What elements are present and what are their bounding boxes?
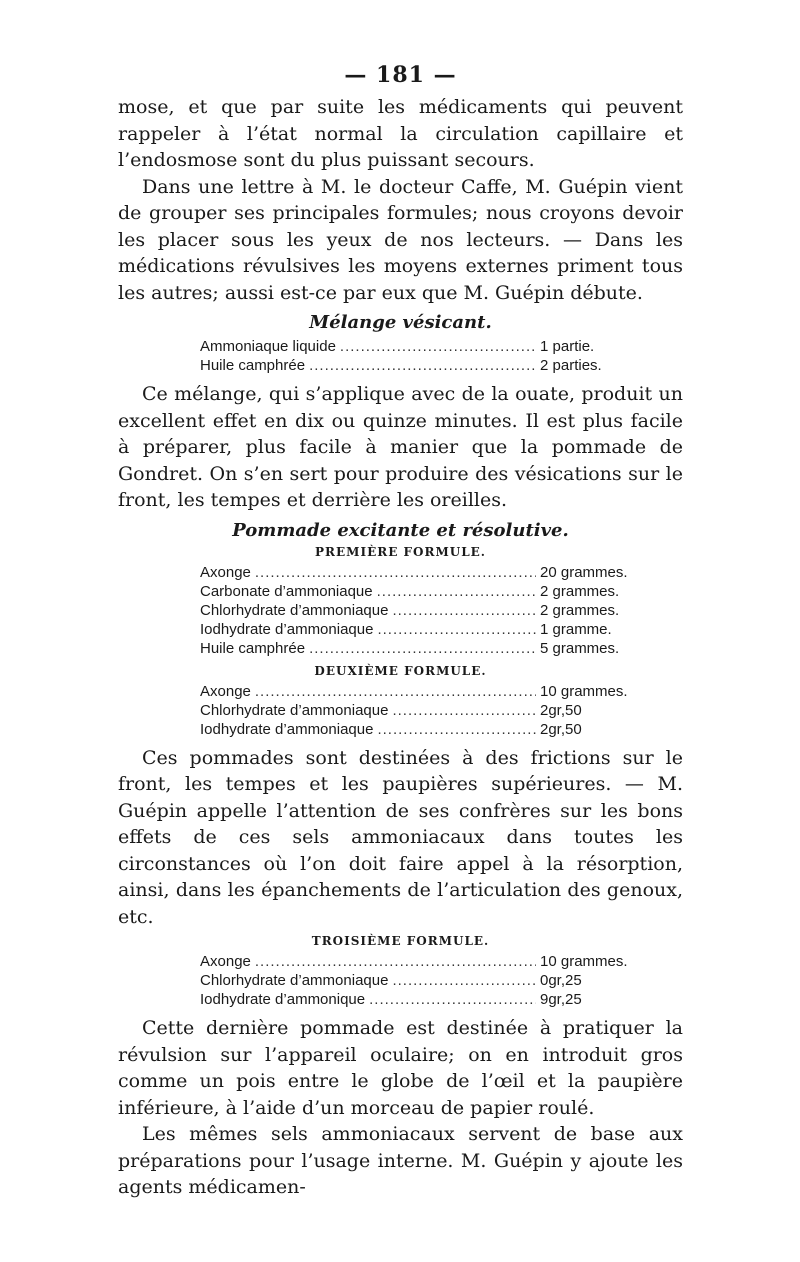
paragraph: mose, et que par suite les médicaments qui peuvent rappeler à l’état normal la circulation capillaire et l’endosmose sont du plus puissant secours. (118, 96, 683, 171)
page-number: — 181 — (344, 62, 457, 88)
ingredient-name: Chlorhydrate d’ammoniaque (200, 972, 389, 989)
formula-heading: DEUXIÈME FORMULE. (314, 663, 487, 678)
recipe-row (200, 971, 640, 990)
leader-dots (309, 639, 536, 658)
ingredient-name: Huile camphrée (200, 357, 306, 374)
ingredient-quantity: 10 grammes. (540, 953, 628, 970)
ingredient-quantity: 2 grammes. (540, 582, 620, 600)
ingredient-name: Axonge (200, 953, 251, 970)
ingredient-name: Chlorhydrate d’ammoniaque (200, 601, 389, 619)
ingredient-quantity: 5 grammes. (540, 639, 620, 657)
recipe-row (200, 990, 640, 1009)
recipe-list (200, 563, 640, 658)
leader-dots (392, 601, 536, 620)
ingredient-quantity: 1 partie. (540, 338, 595, 355)
recipe-list (200, 337, 640, 375)
leader-dots (340, 337, 536, 356)
section-heading: Mélange vésicant. (309, 312, 492, 333)
formula-heading: PREMIÈRE FORMULE. (315, 544, 486, 559)
ingredient-quantity: 1 gramme. (540, 620, 612, 638)
ingredient-name: Iodhydrate d’ammoniaque (200, 620, 374, 638)
ingredient-name: Chlorhydrate d’ammoniaque (200, 701, 389, 719)
paragraph: Ce mélange, qui s’applique avec de la ouate, produit un excellent effet en dix ou quinze minutes. Il est plus facile à préparer, plus facile à manier que la pommade de Gondret. On s’en sert pour produire des vésications sur le front, les tempes et derrière les oreilles. (118, 383, 683, 511)
ingredient-name: Axonge (200, 563, 251, 581)
ingredient-name: Ammoniaque liquide (200, 338, 336, 355)
recipe-row (200, 639, 640, 658)
ingredient-name: Iodhydrate d’ammoniaque (200, 720, 374, 738)
leader-dots (255, 563, 536, 582)
leader-dots (377, 620, 536, 639)
recipe-row (200, 701, 640, 720)
recipe-row (200, 601, 640, 620)
ingredient-name: Axonge (200, 682, 251, 700)
ingredient-quantity: 2 grammes. (540, 601, 620, 619)
section-heading: Pommade excitante et résolutive. (232, 519, 569, 541)
ingredient-quantity: 2gr,50 (540, 701, 582, 719)
paragraph: Dans une lettre à M. le docteur Caffe, M. Guépin vient de grouper ses principales formules; nous croyons devoir les placer sous les yeux de nos lecteurs. — Dans les médications révulsives les moyens externes priment tous les autres; aussi est-ce par eux que M. Guépin débute. (118, 175, 683, 304)
ingredient-quantity: 0gr,25 (540, 972, 582, 989)
recipe-list (200, 952, 640, 1009)
leader-dots (255, 682, 536, 701)
ingredient-quantity: 10 grammes. (540, 682, 628, 700)
recipe-list (200, 682, 640, 739)
leader-dots (309, 356, 536, 375)
recipe-row (200, 952, 640, 971)
recipe-row (200, 337, 640, 356)
ingredient-name: Iodhydrate d’ammonique (200, 991, 366, 1008)
ingredient-quantity: 2 parties. (540, 357, 602, 374)
leader-dots (392, 701, 536, 720)
ingredient-quantity: 2gr,50 (540, 720, 582, 738)
formula-heading: TROISIÈME FORMULE. (311, 934, 490, 948)
recipe-row (200, 563, 640, 582)
recipe-row (200, 356, 640, 375)
paragraph: Ces pommades sont destinées à des frictions sur le front, les tempes et les paupières supérieures. — M. Guépin appelle l’attention de ses confrères sur les bons effets de ces sels ammoniacaux dans toutes les circonstances où l’on doit faire appel à la résorption, ainsi, dans les épanchements de l’articulation des genoux, etc. (118, 746, 683, 928)
recipe-row (200, 620, 640, 639)
leader-dots (377, 582, 536, 601)
recipe-row (200, 720, 640, 739)
leader-dots (255, 952, 536, 971)
ingredient-quantity: 20 grammes. (540, 563, 628, 581)
leader-dots (369, 990, 536, 1009)
leader-dots (377, 720, 536, 739)
ingredient-name: Huile camphrée (200, 639, 306, 657)
recipe-row (200, 582, 640, 601)
paragraph: Cette dernière pommade est destinée à pratiquer la révulsion sur l’appareil oculaire; on en introduit gros comme un pois entre le globe de l’œil et la paupière inférieure, à l’aide d’un morceau de papier roulé. (118, 1017, 683, 1119)
book-page (118, 62, 683, 1201)
paragraph: Les mêmes sels ammoniacaux servent de base aux préparations pour l’usage interne. M. Guépin y ajoute les agents médicamen- (118, 1123, 683, 1198)
ingredient-quantity: 9gr,25 (540, 991, 582, 1008)
ingredient-name: Carbonate d’ammoniaque (200, 582, 373, 600)
recipe-row (200, 682, 640, 701)
leader-dots (392, 971, 536, 990)
